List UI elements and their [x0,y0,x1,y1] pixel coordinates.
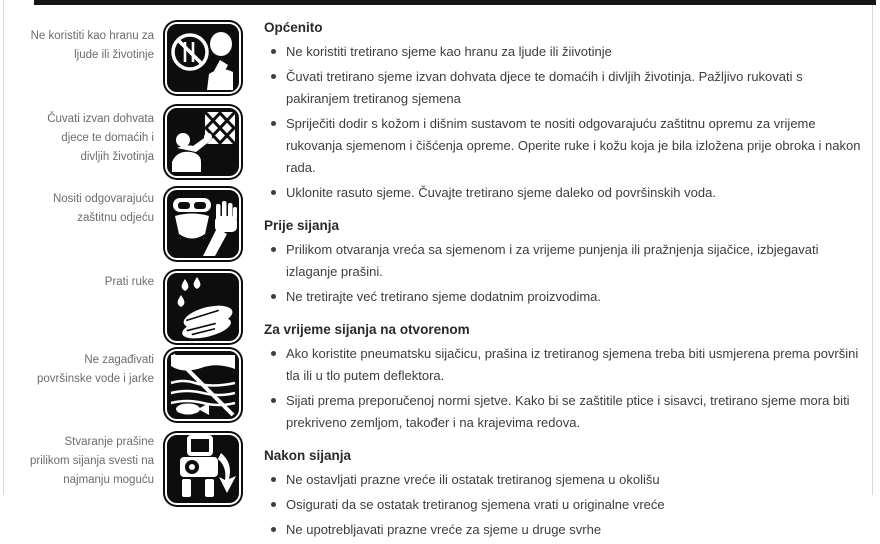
bullet-list [264,239,864,308]
bullet-item [264,66,864,110]
keep-away-from-children-icon [163,104,243,180]
bullet-text: Ne upotrebljavati prazne vreće za sjeme u druge svrhe [286,522,602,537]
bullet-text: Ako koristite pneumatsku sijačicu, prašina iz tretiranog sjemena treba biti usmjerena prema površini tla ili u tlo putem deflektora. [286,346,859,383]
protective-clothing-icon [163,186,243,262]
pictogram-label: Čuvati izvan dohvata djece te domaćih i divljih životinja [47,113,154,163]
bullet-dot [271,398,276,403]
section-heading: Za vrijeme sijanja na otvorenom [264,322,470,337]
bullet-text: Ne koristiti tretirano sjeme kao hranu za ljude ili žiivotinje [286,44,612,59]
bullet-item [264,519,864,541]
bullet-item [264,41,864,63]
bullet-item [264,286,864,308]
section-before-sowing [264,218,864,308]
section-heading: Općenito [264,20,323,35]
section-during-sowing-outdoors [264,322,864,434]
bullet-item [264,469,864,491]
page-right-border [872,0,873,495]
bullet-dot [271,74,276,79]
section-heading: Nakon sijanja [264,448,352,463]
bullet-text: Ne ostavljati prazne vreće ili ostatak tretiranog sjemena u okolišu [286,472,660,487]
page-left-border [3,0,4,495]
bullet-text: Ne tretirajte već tretirano sjeme dodatnim proizvodima. [286,289,602,304]
header-bar-bottom-edge [34,0,876,5]
bullet-text: Osigurati da se ostatak tretiranog sjemena vrati u originalne vreće [286,497,665,512]
bullet-dot [271,247,276,252]
bullet-list [264,469,864,541]
bullet-text: Čuvati tretirano sjeme izvan dohvata djece te domaćih i divljih životinja. Pažljivo rukovati s pakiranjem tretiranog sjemena [286,69,803,106]
bullet-list [264,41,864,204]
bullet-dot [271,294,276,299]
pictogram-label: Ne koristiti kao hranu za ljude ili životinje [30,30,154,61]
section-heading: Prije sijanja [264,218,340,233]
bullet-item [264,343,864,387]
bullet-dot [271,477,276,482]
bullet-dot [271,121,276,126]
bullet-text: Sijati prema preporučenoj normi sjetve. Kako bi se zaštitile ptice i sisavci, tretirano sjeme mora biti prekriveno zemljom, također i na krajevima redova. [286,393,850,430]
bullet-dot [271,351,276,356]
no-food-icon [163,20,243,96]
bullet-text: Prilikom otvaranja vreća sa sjemenom i za vrijeme punjenja ili pražnjenja sijačice, izbjegavati izlaganje prašini. [286,242,819,279]
bullet-list [264,343,864,434]
bullet-dot [271,502,276,507]
bullet-item [264,113,864,179]
bullet-dot [271,527,276,532]
wash-hands-icon [163,269,243,345]
pictogram-label: Stvaranje prašine prilikom sijanja svesti na najmanju moguću [30,436,154,486]
pictogram-label: Prati ruke [104,276,154,288]
bullet-item [264,390,864,434]
pictogram-label: Nositi odgovarajuću zaštitnu odjeću [52,193,154,224]
section-after-sowing [264,448,864,541]
bullet-dot [271,190,276,195]
bullet-text: Uklonite rasuto sjeme. Čuvajte tretirano sjeme daleko od površinskih voda. [286,185,716,200]
bullet-item [264,494,864,516]
bullet-text: Spriječiti dodir s kožom i dišnim sustavom te nositi odgovarajuću zaštitnu opremu za vrijeme rukovanja sjemenom i čišćenja opreme. Operite ruke i kožu koja je bila izložena prije obroka i nakon rada. [286,116,861,175]
bullet-item [264,182,864,204]
no-water-pollution-icon [163,347,243,423]
instructions-content [264,12,864,544]
pictogram-label: Ne zagađivati površinske vode i jarke [37,354,154,385]
seeding-machine-dust-icon [163,431,243,507]
bullet-dot [271,49,276,54]
section-general [264,20,864,204]
bullet-item [264,239,864,283]
